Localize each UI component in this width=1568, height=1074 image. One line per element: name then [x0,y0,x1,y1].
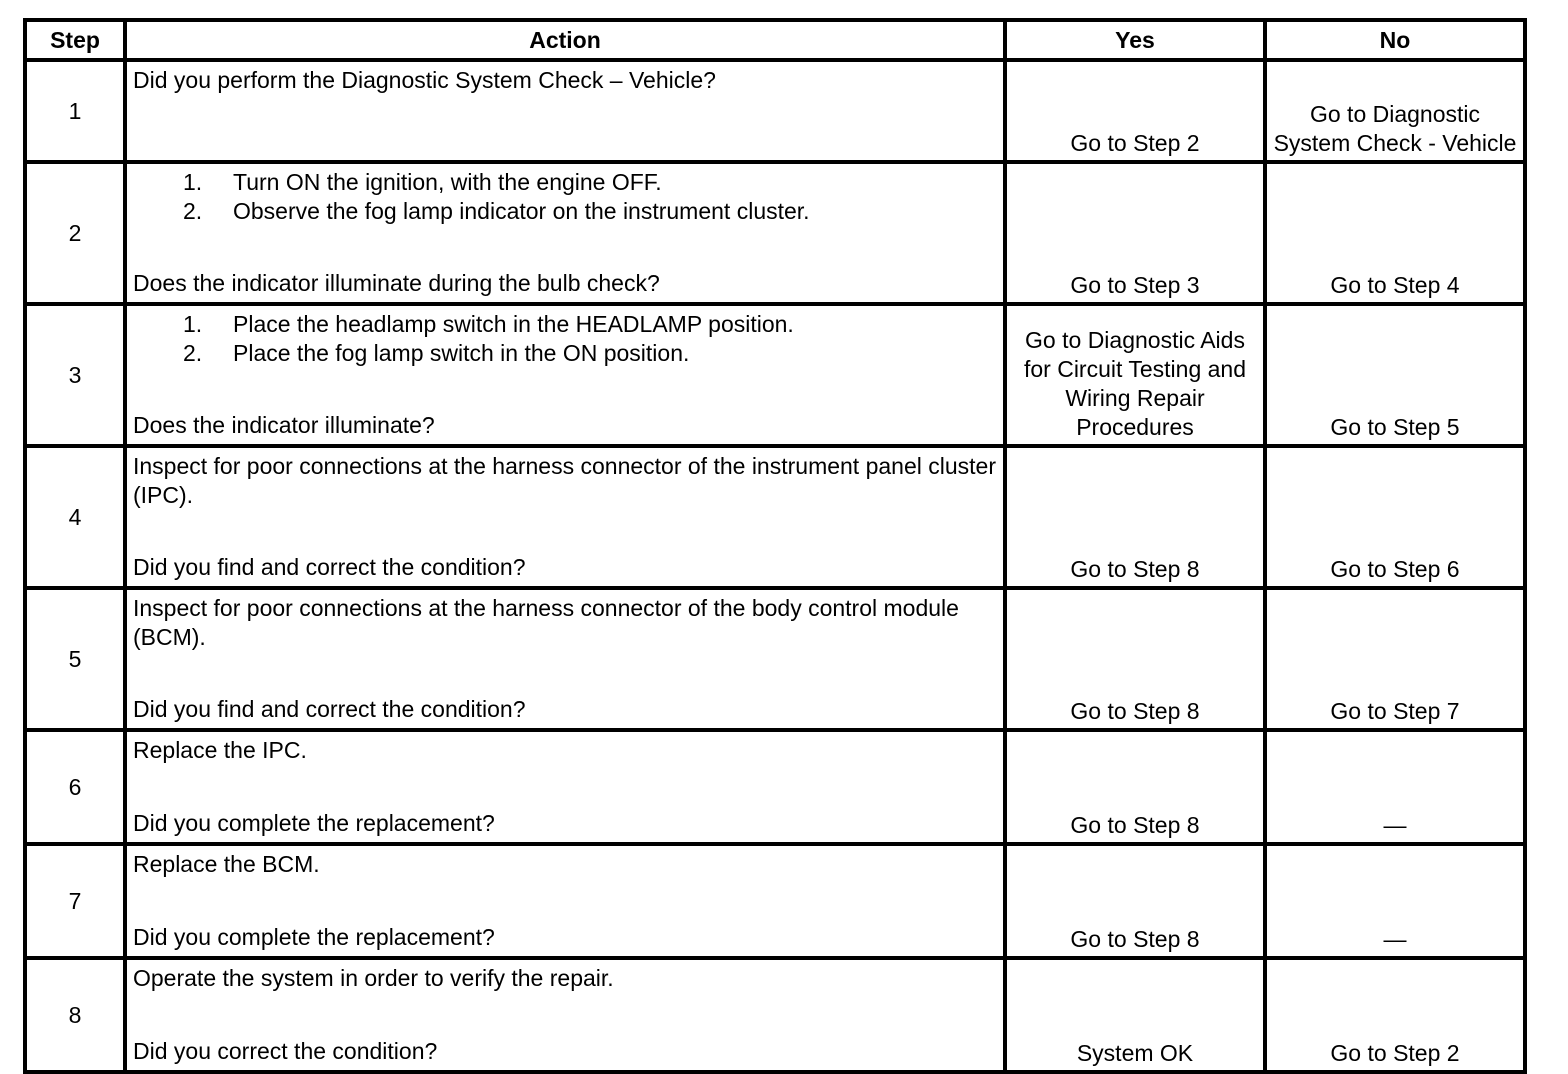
no-result: Go to Step 4 [1265,162,1525,304]
action-content [133,594,997,724]
yes-result: Go to Step 3 [1005,162,1265,304]
action-question: Does the indicator illuminate during the bulb check? [133,270,660,296]
step-number: 3 [25,304,125,446]
action-question: Did you correct the condition? [133,1038,438,1064]
table-row [25,446,1525,588]
action-intro: Did you perform the Diagnostic System Check – Vehicle? [133,67,716,93]
action-cell [125,446,1005,588]
table-row [25,844,1525,958]
action-instructions [133,850,997,879]
action-instructions [133,66,997,95]
substep-number: 1. [183,169,203,195]
step-number: 6 [25,730,125,844]
yes-result: Go to Step 8 [1005,730,1265,844]
no-result: — [1265,844,1525,958]
action-intro: Inspect for poor connections at the harness connector of the body control module (BCM). [133,595,959,650]
action-content [133,66,997,156]
no-result: Go to Step 2 [1265,958,1525,1072]
header-yes: Yes [1005,20,1265,60]
table-row [25,958,1525,1072]
step-number: 1 [25,60,125,162]
action-cell [125,730,1005,844]
action-intro: Replace the BCM. [133,851,320,877]
substep-list [133,168,997,226]
yes-result: Go to Step 8 [1005,446,1265,588]
action-intro: Operate the system in order to verify the repair. [133,965,614,991]
action-cell [125,588,1005,730]
action-intro: Replace the IPC. [133,737,307,763]
action-instructions [133,452,997,510]
substep-number: 2. [183,340,203,366]
yes-result: Go to Diagnostic Aids for Circuit Testing and Wiring Repair Procedures [1005,304,1265,446]
yes-result: Go to Step 2 [1005,60,1265,162]
no-result: Go to Step 6 [1265,446,1525,588]
substep-list [133,310,997,368]
no-result: — [1265,730,1525,844]
substep-text: Turn ON the ignition, with the engine OFF. [233,169,662,195]
substep-text: Place the headlamp switch in the HEADLAMP position. [233,311,794,337]
action-instructions [133,310,997,368]
step-number: 7 [25,844,125,958]
action-instructions [133,736,997,765]
action-question: Does the indicator illuminate? [133,412,435,438]
substep-number: 2. [183,198,203,224]
action-cell [125,162,1005,304]
action-cell [125,844,1005,958]
table-row [25,304,1525,446]
action-instructions [133,594,997,652]
action-question: Did you find and correct the condition? [133,696,526,722]
action-content [133,964,997,1066]
header-row [25,20,1525,60]
yes-result: Go to Step 8 [1005,844,1265,958]
substep-item [183,197,997,226]
action-question: Did you complete the replacement? [133,924,495,950]
table-row [25,730,1525,844]
no-result: Go to Step 7 [1265,588,1525,730]
diagnostic-table [23,18,1527,1074]
substep-number: 1. [183,311,203,337]
step-number: 5 [25,588,125,730]
action-question: Did you complete the replacement? [133,810,495,836]
action-instructions [133,964,997,993]
action-cell [125,958,1005,1072]
substep-item [183,310,997,339]
action-cell [125,60,1005,162]
table-row [25,60,1525,162]
step-number: 8 [25,958,125,1072]
step-number: 2 [25,162,125,304]
step-number: 4 [25,446,125,588]
header-step: Step [25,20,125,60]
no-result: Go to Step 5 [1265,304,1525,446]
substep-item [183,168,997,197]
action-content [133,452,997,582]
yes-result: System OK [1005,958,1265,1072]
table-row [25,588,1525,730]
header-action: Action [125,20,1005,60]
substep-item [183,339,997,368]
action-content [133,736,997,838]
action-instructions [133,168,997,226]
no-result: Go to Diagnostic System Check - Vehicle [1265,60,1525,162]
substep-text: Observe the fog lamp indicator on the instrument cluster. [233,198,810,224]
substep-text: Place the fog lamp switch in the ON position. [233,340,690,366]
action-intro: Inspect for poor connections at the harness connector of the instrument panel cluster (IPC). [133,453,996,508]
yes-result: Go to Step 8 [1005,588,1265,730]
table-row [25,162,1525,304]
action-content [133,168,997,298]
action-content [133,310,997,440]
action-question: Did you find and correct the condition? [133,554,526,580]
table-body [25,60,1525,1072]
header-no: No [1265,20,1525,60]
action-content [133,850,997,952]
action-cell [125,304,1005,446]
